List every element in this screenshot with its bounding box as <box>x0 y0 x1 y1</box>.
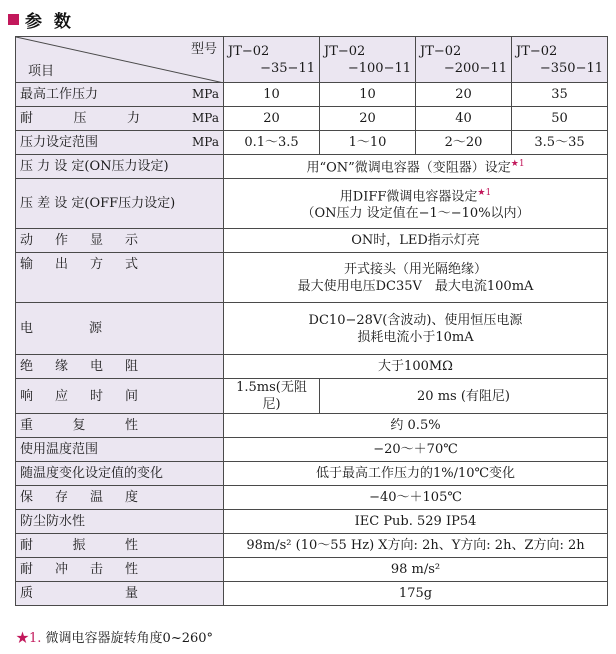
footnote-text: 微调电容器旋转角度0~260° <box>45 631 214 646</box>
value-cell: DC10−28V(含波动)、使用恒压电源 损耗电流小于10mA <box>224 303 608 355</box>
value-cell: 175g <box>224 582 608 606</box>
value-cell: −40～＋105℃ <box>224 486 608 510</box>
value-cell: 20 ms (有阻尼) <box>320 379 608 414</box>
row-label: 耐 压 力 MPa <box>16 107 224 131</box>
value-cell: IEC Pub. 529 IP54 <box>224 510 608 534</box>
corner-cell <box>16 37 224 83</box>
row-storage-temp <box>16 486 608 510</box>
row-label: 耐 振 性 <box>16 534 224 558</box>
value-cell: 低于最高工作压力的1%/10℃变化 <box>224 462 608 486</box>
model-header: JT−02 −100−11 <box>320 37 416 83</box>
value-cell: 1～10 <box>320 131 416 155</box>
value-cell: 2～20 <box>416 131 512 155</box>
footnote-star-icon: ★1 <box>510 159 525 170</box>
corner-model-label: 型号 <box>190 42 217 57</box>
row-response <box>16 379 608 414</box>
table-header-row <box>16 37 608 83</box>
value-cell: 1.5ms(无阻尼) <box>224 379 320 414</box>
row-operating-temp <box>16 438 608 462</box>
row-label: 响 应 时 间 <box>16 379 224 414</box>
value-cell: 用DIFF微调电容器设定$^{★1}$ （ON压力 设定值在−1～−10%以内） <box>224 179 608 229</box>
row-insulation <box>16 355 608 379</box>
row-label: 随温度变化设定值的变化 <box>16 462 224 486</box>
row-max-pressure <box>16 83 608 107</box>
value-cell: 98m/s² (10～55 Hz) X方向: 2h、Y方向: 2h、Z方向: 2h <box>224 534 608 558</box>
value-cell: 开式接头（用光隔绝缘） 最大使用电压DC35V 最大电流100mA <box>224 253 608 303</box>
row-label: 最高工作压力 MPa <box>16 83 224 107</box>
row-label: 耐 冲 击 性 <box>16 558 224 582</box>
row-label: 重 复 性 <box>16 414 224 438</box>
row-label: 压 力 设 定(ON压力设定) <box>16 155 224 179</box>
value-cell: 约 0.5% <box>224 414 608 438</box>
row-output <box>16 253 608 303</box>
model-header: JT−02 −200−11 <box>416 37 512 83</box>
footnote <box>16 627 213 646</box>
row-label: 使用温度范围 <box>16 438 224 462</box>
value-cell: 35 <box>512 83 608 107</box>
row-power <box>16 303 608 355</box>
row-temp-drift <box>16 462 608 486</box>
row-dustproof <box>16 510 608 534</box>
value-cell: ON时，LED指示灯亮 <box>224 229 608 253</box>
value-cell: 20 <box>416 83 512 107</box>
row-label: 质 量 <box>16 582 224 606</box>
corner-item-label: 项目 <box>28 64 55 79</box>
unit-label: MPa <box>192 135 219 149</box>
value-cell: −20～＋70℃ <box>224 438 608 462</box>
model-header: JT−02 −35−11 <box>224 37 320 83</box>
heading-square-icon <box>8 14 19 25</box>
footnote-star-icon: ★1. <box>16 631 42 646</box>
row-vibration <box>16 534 608 558</box>
row-withstand-pressure <box>16 107 608 131</box>
row-repeatability <box>16 414 608 438</box>
row-display <box>16 229 608 253</box>
row-label: 电 源 <box>16 303 224 355</box>
row-label: 防尘防水性 <box>16 510 224 534</box>
value-cell: 50 <box>512 107 608 131</box>
section-title: 参 数 <box>25 11 74 32</box>
row-set-range <box>16 131 608 155</box>
unit-label: MPa <box>192 87 219 101</box>
value-cell: 10 <box>224 83 320 107</box>
row-label: 绝 缘 电 阻 <box>16 355 224 379</box>
row-label: 压力设定范围 MPa <box>16 131 224 155</box>
value-cell: 10 <box>320 83 416 107</box>
unit-label: MPa <box>192 111 219 125</box>
row-label: 保 存 温 度 <box>16 486 224 510</box>
row-on-setting <box>16 155 608 179</box>
spec-table <box>15 36 608 606</box>
row-shock <box>16 558 608 582</box>
value-cell: 3.5～35 <box>512 131 608 155</box>
value-cell: 0.1～3.5 <box>224 131 320 155</box>
row-label: 动 作 显 示 <box>16 229 224 253</box>
value-cell: 20 <box>224 107 320 131</box>
row-diff-setting <box>16 179 608 229</box>
value-cell: 40 <box>416 107 512 131</box>
value-cell: 20 <box>320 107 416 131</box>
model-header: JT−02 −350−11 <box>512 37 608 83</box>
row-label: 输 出 方 式 <box>16 253 224 303</box>
value-cell: 98 m/s² <box>224 558 608 582</box>
footnote-star-icon: ★1 <box>477 187 492 198</box>
value-cell: 用“ON”微调电容器（变阻器）设定$^{★1}$ <box>224 155 608 179</box>
value-cell: 大于100MΩ <box>224 355 608 379</box>
row-label: 压 差 设 定(OFF压力设定) <box>16 179 224 229</box>
row-mass <box>16 582 608 606</box>
section-heading <box>8 8 74 30</box>
